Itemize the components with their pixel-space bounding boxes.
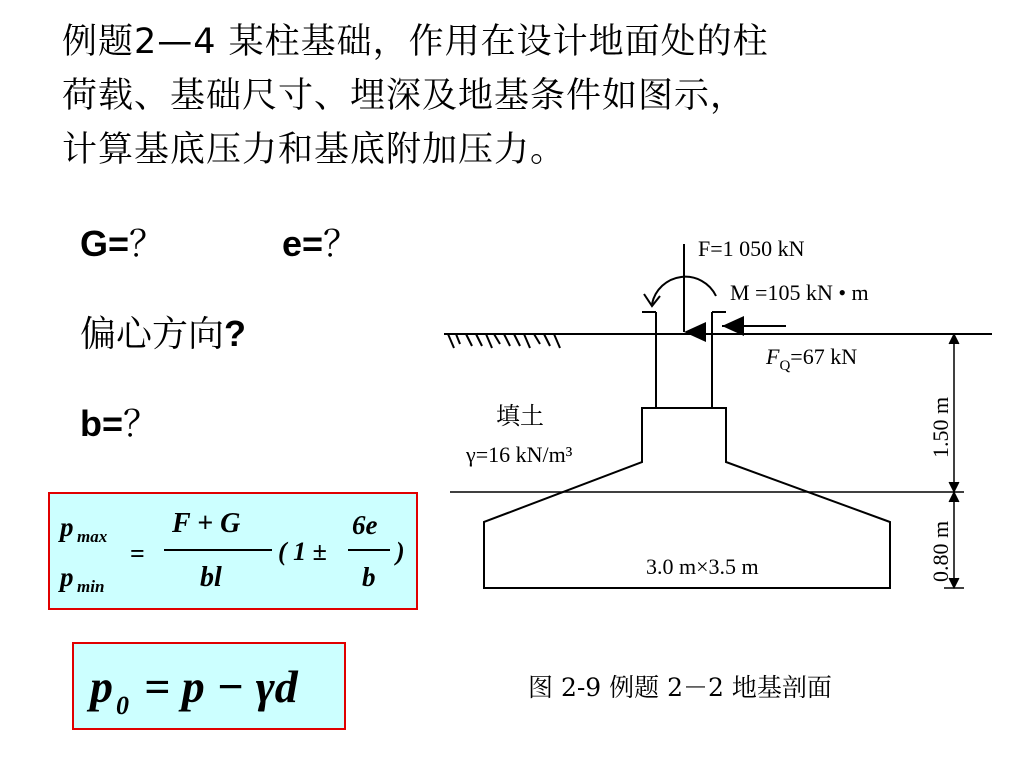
unit-weight-label: γ=16 kN/m³	[466, 442, 573, 467]
foundation-section-figure	[430, 230, 1010, 630]
p0-symbol: p	[90, 661, 113, 712]
numerator: F + G	[172, 508, 241, 539]
problem-title-line-1: 例题2—4 某柱基础，作用在设计地面处的柱	[62, 22, 769, 62]
fill-soil-label: 填土	[496, 404, 544, 430]
question-g-label: G=	[80, 223, 130, 264]
base-size-label: 3.0 m×3.5 m	[646, 554, 759, 579]
question-e-label: e=	[282, 223, 324, 264]
question-b-mark: ？	[123, 404, 160, 445]
paren-close: )	[396, 537, 405, 566]
e-denominator: b	[362, 562, 376, 592]
depth-lower-label: 0.80 m	[928, 520, 953, 582]
p0-subscript: 0	[116, 691, 129, 720]
pmax-symbol: p	[60, 512, 74, 542]
question-direction	[80, 306, 246, 357]
base-pressure-formula	[48, 492, 418, 610]
p0-rhs: = p − γd	[144, 661, 298, 712]
question-e-mark: ？	[323, 224, 360, 265]
denominator: bl	[200, 562, 222, 593]
force-fq-label: $F_Q=67$ kN	[766, 344, 858, 374]
question-direction-mark: ?	[224, 313, 247, 354]
pmax-subscript: max	[77, 527, 108, 546]
force-f-label: F=1 050 kN	[698, 236, 805, 261]
question-e	[282, 216, 359, 267]
question-direction-label: 偏心方向	[80, 314, 225, 355]
problem-title-line-3: 计算基底压力和基底附加压力。	[62, 130, 567, 170]
problem-title-line-2: 荷载、基础尺寸、埋深及地基条件如图示，	[62, 76, 747, 116]
figure-caption: 图 2-9 例题 2－2 地基剖面	[528, 673, 832, 702]
pmin-subscript: min	[77, 577, 105, 596]
moment-m-label: M =105 kN • m	[730, 280, 869, 305]
question-b-label: b=	[80, 403, 124, 444]
question-g-mark: ？	[129, 224, 166, 265]
e-numerator: 6e	[352, 510, 378, 540]
equals-sign: =	[130, 539, 145, 568]
pmin-symbol: p	[60, 562, 74, 592]
depth-upper-label: 1.50 m	[928, 396, 953, 458]
question-b	[80, 396, 159, 447]
additional-pressure-formula	[72, 642, 346, 730]
soil-hatching	[448, 334, 560, 348]
paren-open: ( 1 ±	[278, 537, 327, 566]
question-g	[80, 216, 165, 267]
